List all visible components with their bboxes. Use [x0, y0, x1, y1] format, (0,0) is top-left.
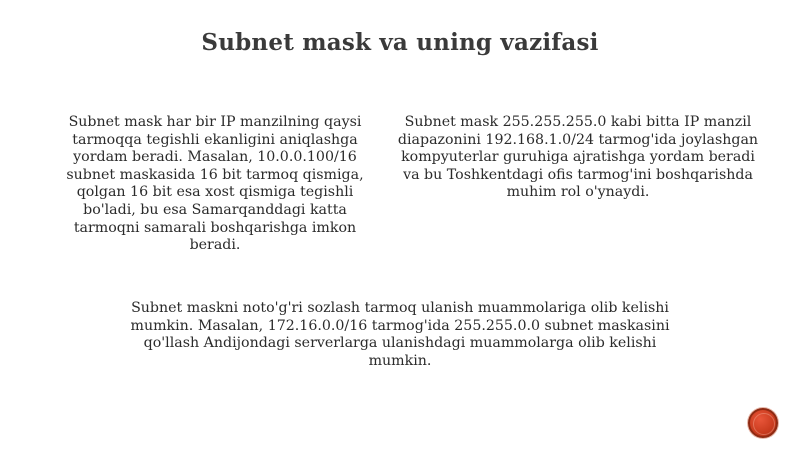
bottom-text-block: Subnet maskni noto'g'ri sozlash tarmoq ulanish muammolariga olib kelishi mumkin. Masalan, 172.16.0.0/16 tarmog'ida 255.255.0.0 subnet maskasini qo'llash Andijondagi serverlarga ulanishdagi muammolarga olib kelishi mumkin. — [130, 300, 670, 369]
slide-nav-button[interactable] — [748, 408, 778, 438]
right-text-block: Subnet mask 255.255.255.0 kabi bitta IP manzil diapazonini 192.168.1.0/24 tarmog'ida joylashgan kompyuterlar guruhiga ajratishga yordam beradi va bu Toshkentdagi ofis tarmog'ini boshqarishda muhim rol o'ynaydi. — [397, 114, 759, 201]
circle-nav-icon — [753, 413, 775, 435]
slide-title: Subnet mask va uning vazifasi — [201, 29, 599, 56]
left-text-block: Subnet mask har bir IP manzilning qaysi tarmoqqa tegishli ekanligini aniqlashga yordam beradi. Masalan, 10.0.0.100/16 subnet maskasida 16 bit tarmoq qismiga, qolgan 16 bit esa xost qismiga tegishli bo'ladi, bu esa Samarqanddagi katta tarmoqni samarali boshqarishga imkon beradi. — [66, 114, 364, 254]
